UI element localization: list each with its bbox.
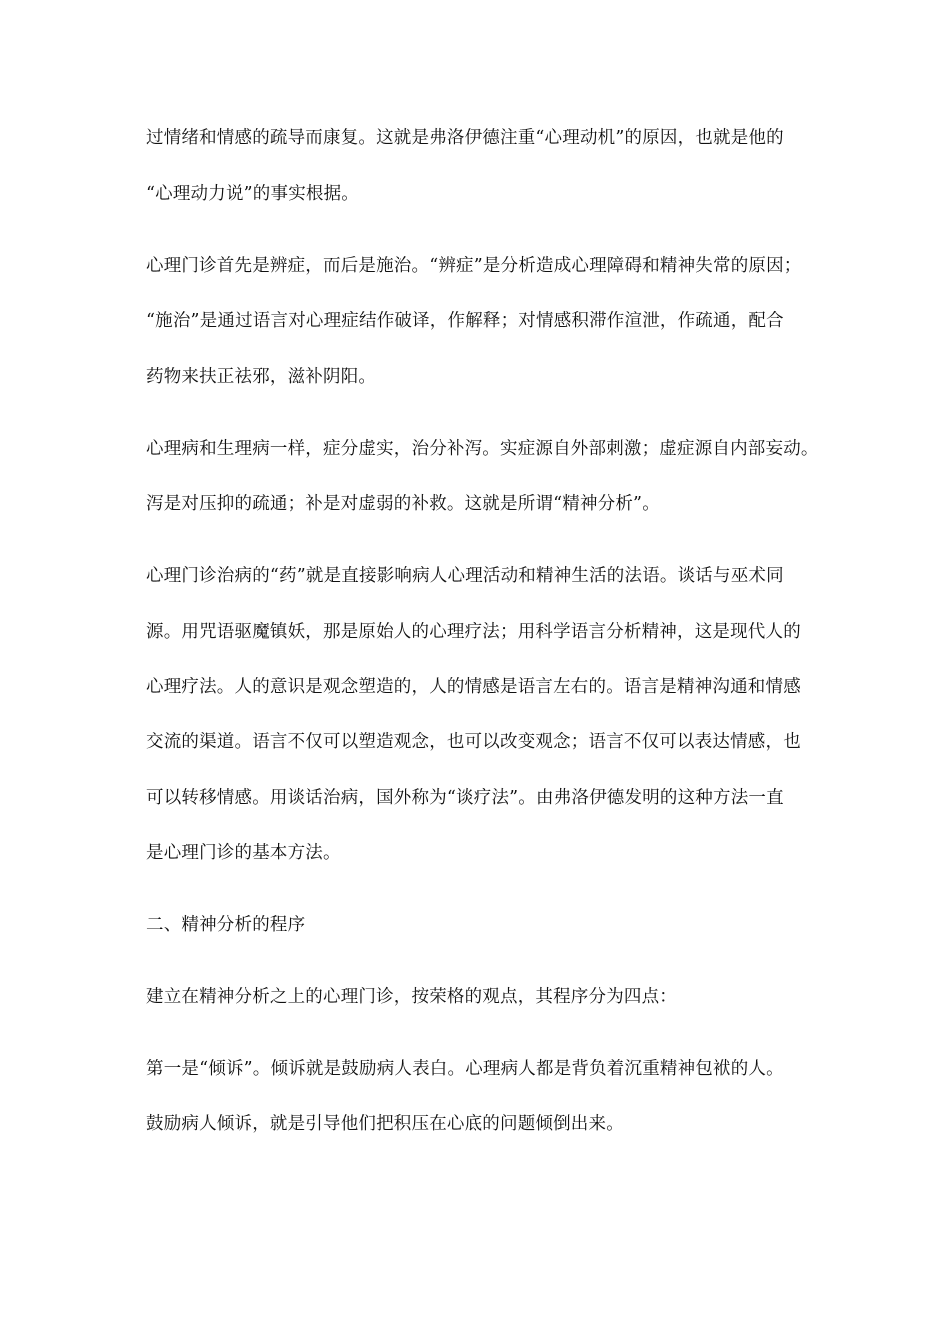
- text-line: 建立在精神分析之上的心理门诊，按荣格的观点，其程序分为四点：: [146, 987, 677, 1007]
- text-line: “心理动力说”的事实根据。: [146, 184, 359, 204]
- text-line: 泻是对压抑的疏通；补是对虚弱的补救。这就是所谓“精神分析”。: [146, 494, 660, 514]
- text-line: 第一是“倾诉”。倾诉就是鼓励病人表白。心理病人都是背负着沉重精神包袱的人。: [146, 1059, 784, 1079]
- text-line: 心理门诊首先是辨症，而后是施治。“辨症”是分析造成心理障碍和精神失常的原因；: [146, 256, 802, 276]
- text-line: 心理疗法。人的意识是观念塑造的，人的情感是语言左右的。语言是精神沟通和情感: [146, 677, 801, 697]
- text-line: 交流的渠道。语言不仅可以塑造观念，也可以改变观念；语言不仅可以表达情感，也: [146, 732, 801, 752]
- text-line: 药物来扶正祛邪，滋补阴阳。: [146, 367, 377, 387]
- text-line: 可以转移情感。用谈话治病，国外称为“谈疗法”。由弗洛伊德发明的这种方法一直: [146, 788, 784, 808]
- text-line: 源。用咒语驱魔镇妖，那是原始人的心理疗法；用科学语言分析精神，这是现代人的: [146, 622, 801, 642]
- text-line: 心理门诊治病的“药”就是直接影响病人心理活动和精神生活的法语。谈话与巫术同: [146, 566, 784, 586]
- text-line: 过情绪和情感的疏导而康复。这就是弗洛伊德注重“心理动机”的原因，也就是他的: [146, 128, 784, 148]
- section-heading: 二、精神分析的程序: [146, 915, 306, 935]
- text-line: 鼓励病人倾诉，就是引导他们把积压在心底的问题倾倒出来。: [146, 1114, 624, 1134]
- text-line: “施治”是通过语言对心理症结作破译，作解释；对情感积滞作渲泄，作疏通，配合: [146, 311, 784, 331]
- text-line: 心理病和生理病一样，症分虚实，治分补泻。实症源自外部刺激；虚症源自内部妄动。: [146, 439, 819, 459]
- text-line: 是心理门诊的基本方法。: [146, 843, 341, 863]
